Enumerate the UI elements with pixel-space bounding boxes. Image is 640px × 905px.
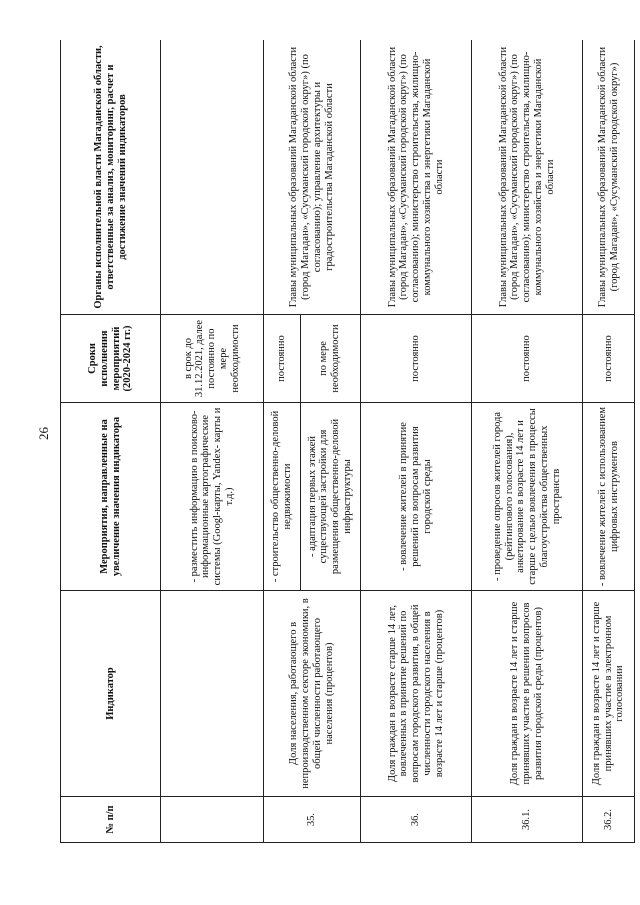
indicator-cell: Доля граждан в возрасте 14 лет и старше принявших участие в решении вопросов развития городской среды (процентов) (472, 591, 583, 797)
num-cell: 36.1. (472, 797, 583, 843)
header-row (61, 40, 161, 843)
table-row (360, 40, 471, 843)
num-cell (161, 797, 264, 843)
table-row (472, 40, 583, 843)
num-cell: 36. (360, 797, 471, 843)
authority-cell: Главы муниципальных образований Магаданской области (город Магадан», «Сусуманский городской округ») (по согласованию); министерство строительства, жилищно-коммунального хозяйства и энергетики Магаданской области (360, 40, 471, 315)
indicator-cell: Доля граждан в возрасте 14 лет и старше принявших участие в электронном голосовании (583, 591, 635, 797)
measure-cell: - вовлечение жителей в принятие решений по вопросам развития городской среды (360, 403, 471, 591)
term-cell: постоянно (472, 315, 583, 403)
term-cell: постоянно (583, 315, 635, 403)
term-cell: по мере необходимости (300, 315, 360, 403)
table-sheet (60, 40, 635, 843)
header-num: № п/п (61, 797, 161, 843)
indicator-cell (161, 591, 264, 797)
measure-cell: - вовлечение жителей с использованием цифровых инструментов (583, 403, 635, 591)
page-number: 26 (36, 427, 51, 440)
measure-cell: - разместить информацию в поисково-информационные картографические системы (Googl-карты, Yandex- карты и т.д.) (161, 403, 264, 591)
term-cell: постоянно (263, 315, 300, 403)
term-cell: в срок до 31.12.2021, далее постоянно по мере необходимости (161, 315, 264, 403)
measure-cell: - строительство общественно-деловой недвижимости (263, 403, 300, 591)
authority-cell (161, 40, 264, 315)
term-cell: постоянно (360, 315, 471, 403)
header-authorities: Органы исполнительной власти Магаданской области, ответственные за анализ, мониторинг, расчет и достижение значений индикаторов (61, 40, 161, 315)
indicators-table (60, 40, 635, 843)
num-cell: 36.2. (583, 797, 635, 843)
table-row (583, 40, 635, 843)
measure-cell: - адаптация первых этажей существующей застройки для размещения общественно-деловой инфраструктуры (300, 403, 360, 591)
header-measures: Мероприятия, направленные на увеличение значения индикатора (61, 403, 161, 591)
table-row (161, 40, 264, 843)
authority-cell: Главы муниципальных образований Магаданской области (город Магадан», «Сусуманский городской округ») (по согласованию); министерство строительства, жилищно-коммунального хозяйства и энергетики Магаданской области (472, 40, 583, 315)
header-indicator: Индикатор (61, 591, 161, 797)
rotated-table-container (60, 40, 635, 843)
indicator-cell: Доля граждан в возрасте старше 14 лет, вовлеченных в принятие решений по вопросам городского развития, в общей численности городского населения в возрасте 14 лет и старше (процентов) (360, 591, 471, 797)
indicator-cell: Доля населения, работающего в непроизводственном секторе экономики, в общей численности работающего населения (процентов) (263, 591, 360, 797)
measure-cell: - проведение опросов жителей города (рейтингового голосования), анкетирование в возрасте 14 лет и старше с целью вовлечения в процессы благоустройства общественных пространств (472, 403, 583, 591)
num-cell: 35. (263, 797, 360, 843)
header-terms: Сроки исполнения мероприятий (2020-2024 гг.) (61, 315, 161, 403)
authority-cell: Главы муниципальных образований Магаданской области (город Магадан», «Сусуманский городской округ») (по согласованию); управление архитектуры и градостроительства Магаданской области (263, 40, 360, 315)
authority-cell: Главы муниципальных образований Магаданской области (город Магадан», «Сусуманский городской округ») (583, 40, 635, 315)
table-row (263, 40, 300, 843)
